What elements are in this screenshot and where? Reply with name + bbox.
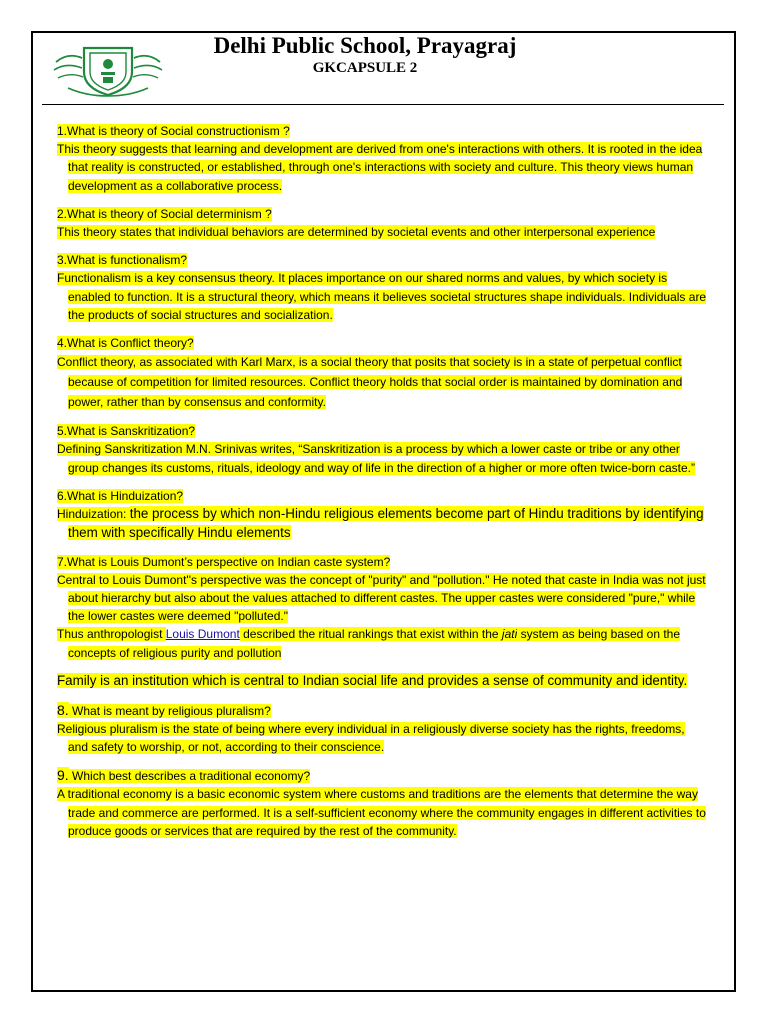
answer-7: Central to Louis Dumont''s perspective was the concept of "purity" and "pollution." He noted that caste in India was not just about hierarchy but also about the values attached to different castes. The upper castes were considered "pure," while the lower castes were deemed "polluted." bbox=[57, 572, 706, 624]
answer-7b-after: system as being based on the concepts of religious purity and pollution bbox=[68, 627, 681, 660]
question-8: What is meant by religious pluralism? bbox=[68, 703, 271, 718]
answer-1: This theory suggests that learning and development are derived from one's interactions with others. It is rooted in the idea that reality is constructed, or established, through one's interactions with society and culture. This theory views human development as a collaborative process. bbox=[57, 142, 703, 193]
qa-item-5 bbox=[57, 422, 707, 477]
answer-6-lead: Hinduization: bbox=[57, 507, 130, 522]
capsule-title: GKCAPSULE 2 bbox=[312, 60, 418, 76]
qa-item-3 bbox=[57, 251, 707, 324]
header-divider bbox=[42, 104, 724, 105]
answer-7b-em: jati bbox=[501, 627, 518, 642]
question-7: 7.What is Louis Dumont’s perspective on Indian caste system? bbox=[57, 554, 391, 569]
qa-item-9 bbox=[57, 766, 707, 840]
answer-9: A traditional economy is a basic economic system where customs and traditions are the elements that determine the way trade and commerce are performed. It is a self-sufficient economy where the community engages in different activities to produce goods or services that are required by the rest of the community. bbox=[57, 787, 706, 838]
qa-item-7 bbox=[57, 553, 707, 662]
content bbox=[57, 122, 707, 840]
qa-item-2 bbox=[57, 205, 707, 241]
question-6: 6.What is Hinduization? bbox=[57, 488, 184, 503]
qa-item-1 bbox=[57, 122, 707, 195]
question-3: 3.What is functionalism? bbox=[57, 253, 188, 268]
question-9: Which best describes a traditional economy? bbox=[68, 769, 311, 784]
school-logo-icon bbox=[46, 42, 170, 98]
answer-8: Religious pluralism is the state of being where every individual in a religiously diverse society has the rights, freedoms, and safety to worship, or not, according to their conscience. bbox=[57, 721, 685, 755]
question-5: 5.What is Sanskritization? bbox=[57, 424, 196, 439]
answer-6: the process by which non-Hindu religious elements become part of Hindu traditions by identifying them with specifically Hindu elements bbox=[68, 506, 704, 540]
answer-2: This theory states that individual behaviors are determined by societal events and other interpersonal experience bbox=[57, 225, 656, 240]
answer-3: Functionalism is a key consensus theory. It places importance on our shared norms and values, by which society is enabled to function. It is a structural theory, which means it believes societal structures shape individuals. Individuals are the products of social structures and socialization. bbox=[57, 271, 707, 322]
answer-4: Conflict theory, as associated with Karl Marx, is a social theory that posits that society is in a state of perpetual conflict because of competition for limited resources. Conflict theory holds that social order is maintained by domination and power, rather than by consensus and conformity. bbox=[57, 355, 683, 410]
school-title: Delhi Public School, Prayagraj bbox=[213, 33, 517, 58]
qa-item-8 bbox=[57, 701, 707, 757]
question-8-number: 8. bbox=[57, 701, 69, 718]
question-2: 2.What is theory of Social determinism ? bbox=[57, 206, 272, 221]
answer-7b-mid: described the ritual rankings that exist within the bbox=[239, 627, 502, 642]
family-note: Family is an institution which is central to Indian social life and provides a sense of community and identity. bbox=[57, 672, 688, 688]
question-9-number: 9. bbox=[57, 767, 69, 784]
answer-5: Defining Sanskritization M.N. Srinivas writes, “Sanskritization is a process by which a lower caste or tribe or any other group changes its customs, rituals, ideology and way of life in the direction of a higher or more often twice-born caste.” bbox=[57, 442, 695, 475]
answer-7b-before: Thus anthropologist bbox=[57, 627, 166, 642]
family-note-block bbox=[57, 672, 707, 691]
qa-item-4 bbox=[57, 334, 707, 412]
qa-item-6 bbox=[57, 487, 707, 543]
louis-dumont-link[interactable]: Louis Dumont bbox=[165, 627, 240, 642]
question-1: 1.What is theory of Social constructionism ? bbox=[57, 124, 290, 138]
question-4: 4.What is Conflict theory? bbox=[57, 336, 194, 351]
